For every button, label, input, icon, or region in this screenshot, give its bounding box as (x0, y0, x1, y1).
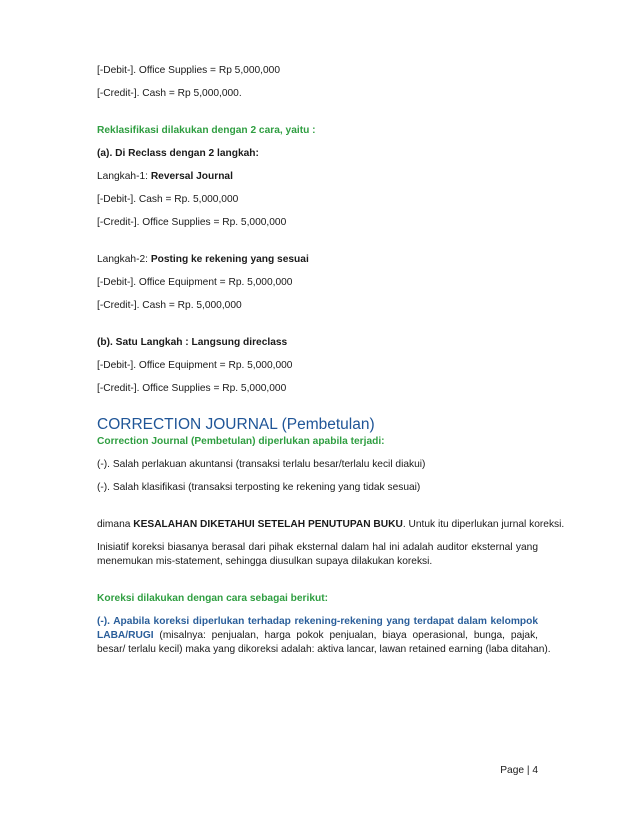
step1-prefix: Langkah-1: (97, 171, 151, 182)
para1-suffix: . Untuk itu diperlukan jurnal koreksi. (402, 519, 565, 530)
step1-title: Reversal Journal (150, 171, 233, 182)
para2-line-1: Inisiatif koreksi biasanya berasal dari pihak eksternal dalam hal ini adalah auditor eksternal yang (97, 542, 538, 553)
method1-line-1: (-). Apabila koreksi diperlukan terhadap rekening-rekening yang terdapat dalam kelompok (97, 616, 538, 627)
step2-line (97, 253, 538, 267)
method-heading: Koreksi dilakukan dengan cara sebagai berikut: (97, 593, 328, 604)
method1-line-2 (97, 629, 538, 643)
entry-debit-office-supplies: [-Debit-]. Office Supplies = Rp 5,000,000 (97, 65, 281, 76)
option-b-credit: [-Credit-]. Office Supplies = Rp. 5,000,000 (97, 383, 287, 394)
para2-line-2: menemukan mis-statement, sehingga diusulkan supaya dilakukan koreksi. (97, 556, 433, 567)
step2-credit: [-Credit-]. Cash = Rp. 5,000,000 (97, 300, 242, 311)
method1-line-3: besar/ terlalu kecil) maka yang dikoreksi adalah: aktiva lancar, lawan retained earning (laba ditahan). (97, 644, 551, 655)
correction-item-2: (-). Salah klasifikasi (transaksi terposting ke rekening yang tidak sesuai) (97, 482, 421, 493)
correction-title: CORRECTION JOURNAL (Pembetulan) (97, 416, 375, 433)
method1-line-2-rest: (misalnya: penjualan, harga pokok penjualan, biaya operasional, bunga, pajak, (159, 630, 538, 641)
entry-credit-cash: [-Credit-]. Cash = Rp 5,000,000. (97, 88, 242, 99)
reclass-option-b: (b). Satu Langkah : Langsung direclass (97, 337, 288, 348)
page-number: Page | 4 (500, 765, 538, 776)
step1-line (97, 170, 538, 184)
correction-item-1: (-). Salah perlakuan akuntansi (transaksi terlalu besar/terlalu kecil diakui) (97, 459, 426, 470)
page-content (97, 64, 565, 657)
para1-bold: KESALAHAN DIKETAHUI SETELAH PENUTUPAN BUKU (133, 519, 403, 530)
step2-title: Posting ke rekening yang sesuai (150, 254, 309, 265)
step1-debit: [-Debit-]. Cash = Rp. 5,000,000 (97, 194, 239, 205)
para1-prefix: dimana (97, 519, 134, 530)
method1-laba-rugi: LABA/RUGI (97, 630, 154, 641)
correction-paragraph-1 (97, 518, 565, 532)
correction-subheading: Correction Journal (Pembetulan) diperlukan apabila terjadi: (97, 436, 385, 447)
step1-credit: [-Credit-]. Office Supplies = Rp. 5,000,000 (97, 217, 287, 228)
reclass-heading: Reklasifikasi dilakukan dengan 2 cara, yaitu : (97, 125, 316, 136)
correction-paragraph-2 (97, 541, 538, 569)
step2-prefix: Langkah-2: (97, 254, 151, 265)
step2-debit: [-Debit-]. Office Equipment = Rp. 5,000,000 (97, 277, 293, 288)
reclass-option-a: (a). Di Reclass dengan 2 langkah: (97, 148, 259, 159)
method-1-paragraph (97, 615, 551, 657)
option-b-debit: [-Debit-]. Office Equipment = Rp. 5,000,000 (97, 360, 293, 371)
